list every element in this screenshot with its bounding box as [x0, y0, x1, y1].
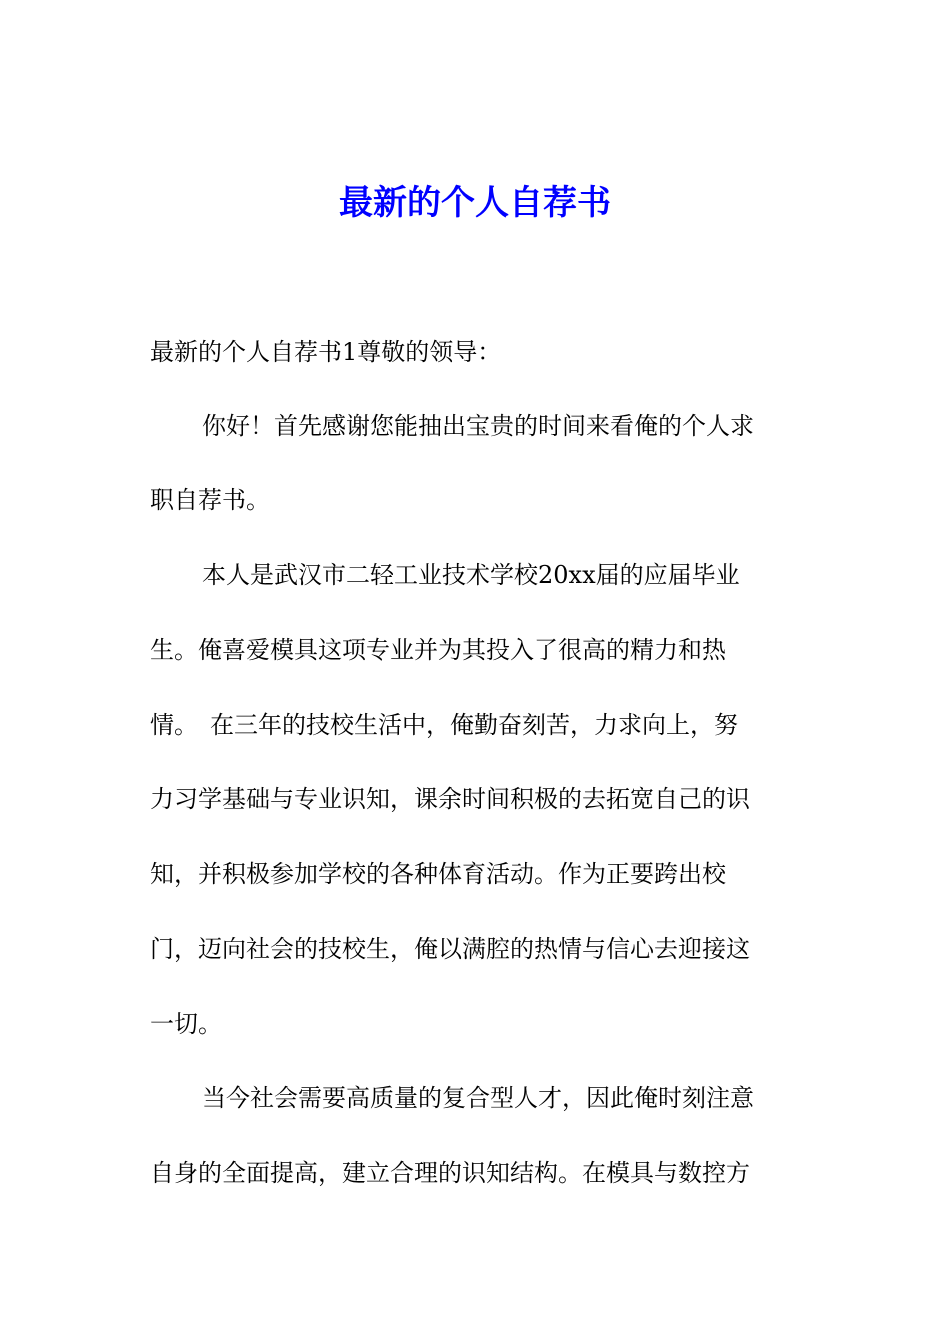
paragraph-line: 职自荐书。	[150, 486, 270, 514]
document-title: 最新的个人自荐书	[339, 183, 611, 223]
paragraph-line: 本人是武汉市二轻工业技术学校20xx届的应届毕业	[202, 561, 740, 589]
paragraph-line: 一切。	[150, 1010, 222, 1038]
salutation-line: 最新的个人自荐书1尊敬的领导：	[150, 338, 502, 366]
paragraph-line: 你好！首先感谢您能抽出宝贵的时间来看俺的个人求	[202, 412, 754, 440]
paragraph-line: 力习学基础与专业识知，课余时间积极的去拓宽自己的识	[150, 785, 750, 813]
paragraph-line: 自身的全面提高，建立合理的识知结构。在模具与数控方	[150, 1159, 750, 1187]
paragraph-line: 生。俺喜爱模具这项专业并为其投入了很高的精力和热	[150, 636, 726, 664]
paragraph-line: 情。 在三年的技校生活中，俺勤奋刻苦，力求向上，努	[150, 711, 738, 739]
paragraph-line: 知，并积极参加学校的各种体育活动。作为正要跨出校	[150, 860, 726, 888]
paragraph-line: 门，迈向社会的技校生，俺以满腔的热情与信心去迎接这	[150, 935, 750, 963]
paragraph-line: 当今社会需要高质量的复合型人才，因此俺时刻注意	[202, 1084, 754, 1112]
